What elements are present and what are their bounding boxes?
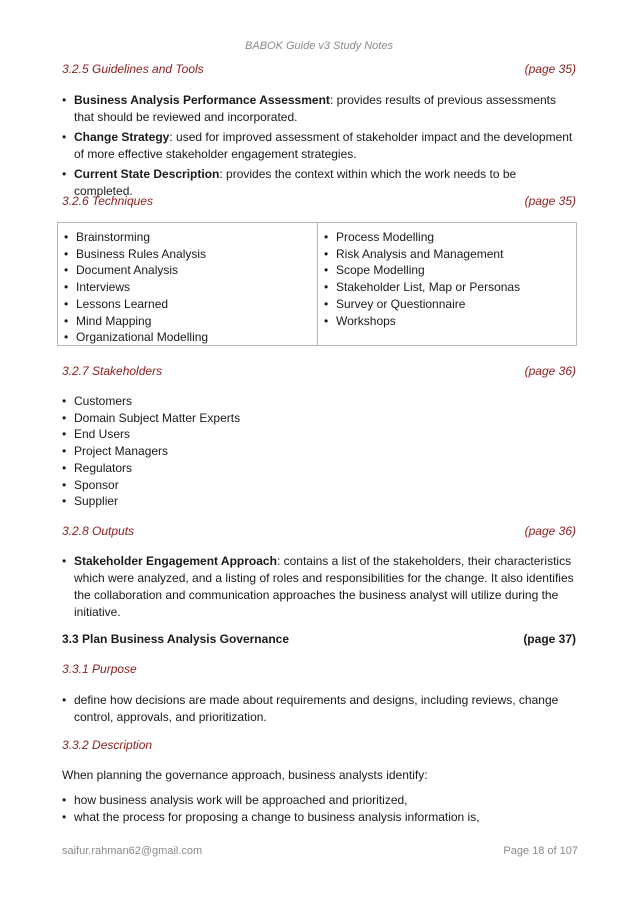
section-title: 3.2.7 Stakeholders <box>62 364 163 378</box>
list-item: • Stakeholder List, Map or Personas <box>324 279 576 296</box>
list-item: • Project Managers <box>62 443 578 460</box>
running-header: BABOK Guide v3 Study Notes <box>245 40 393 52</box>
list-item: • Survey or Questionnaire <box>324 296 576 313</box>
list-item: • Sponsor <box>62 477 578 494</box>
list-term: Current State Description <box>74 167 220 181</box>
outputs-list <box>62 553 578 621</box>
section-title: 3.3 Plan Business Analysis Governance <box>62 632 289 646</box>
list-item: • End Users <box>62 426 578 443</box>
list-item: • Regulators <box>62 460 578 477</box>
list-item: • Workshops <box>324 313 576 330</box>
list-term: Change Strategy <box>74 130 170 144</box>
section-title: 3.2.8 Outputs <box>62 524 135 538</box>
list-item: • what the process for proposing a change to business analysis information is, <box>62 809 578 826</box>
list-item: • Mind Mapping <box>64 313 317 330</box>
list-item <box>62 553 578 621</box>
list-item: • Supplier <box>62 493 578 510</box>
list-item: • Document Analysis <box>64 262 317 279</box>
section-title: 3.2.5 Guidelines and Tools <box>62 62 204 76</box>
list-item: • Interviews <box>64 279 317 296</box>
section-title: 3.2.6 Techniques <box>62 194 153 208</box>
section-heading-3-3 <box>62 632 576 646</box>
section-heading-3-2-6 <box>62 194 576 208</box>
list-item: • Process Modelling <box>324 229 576 246</box>
list-item: • Scope Modelling <box>324 262 576 279</box>
list-item: • Domain Subject Matter Experts <box>62 410 578 427</box>
purpose-list <box>62 692 578 726</box>
list-term: Business Analysis Performance Assessment <box>74 93 330 107</box>
section-heading-3-2-7 <box>62 364 576 378</box>
list-item: • define how decisions are made about requirements and designs, including reviews, change control, approvals, and prioritization. <box>62 692 578 726</box>
list-item: • Risk Analysis and Management <box>324 246 576 263</box>
list-text: : provides the context within which the work needs to be completed. <box>74 167 517 198</box>
section-page-ref: (page 35) <box>524 62 576 76</box>
list-item <box>62 129 578 163</box>
section-page-ref: (page 35) <box>524 194 576 208</box>
list-item: • Brainstorming <box>64 229 317 246</box>
description-list <box>62 792 578 826</box>
section-heading-3-3-2 <box>62 738 576 752</box>
techniques-right-column <box>317 223 576 345</box>
footer-page-number: Page 18 of 107 <box>503 845 578 857</box>
footer-email: saifur.rahman62@gmail.com <box>62 845 203 857</box>
list-item: • how business analysis work will be approached and prioritized, <box>62 792 578 809</box>
list-text: : provides results of previous assessments that should be reviewed and incorporated. <box>74 93 557 124</box>
section-title: 3.3.1 Purpose <box>62 662 137 676</box>
page-footer <box>62 845 578 857</box>
section-page-ref: (page 36) <box>524 524 576 538</box>
list-item <box>62 92 578 126</box>
list-text: : contains a list of the stakeholders, their characteristics which were analyzed, and a listing of roles and responsibilities for the change. It also identifies the collaboration and communication approaches the business analyst will utilize during the initiative. <box>74 554 574 619</box>
section-heading-3-2-8 <box>62 524 576 538</box>
list-term: Stakeholder Engagement Approach <box>74 554 277 568</box>
list-item: • Business Rules Analysis <box>64 246 317 263</box>
description-intro: When planning the governance approach, business analysts identify: <box>62 768 428 782</box>
techniques-left-column <box>58 223 317 345</box>
section-title: 3.3.2 Description <box>62 738 153 752</box>
techniques-table <box>57 222 577 346</box>
section-page-ref: (page 36) <box>524 364 576 378</box>
list-item: • Lessons Learned <box>64 296 317 313</box>
guidelines-list <box>62 92 578 200</box>
section-heading-3-2-5 <box>62 62 576 76</box>
section-page-ref: (page 37) <box>523 632 576 646</box>
list-item: • Organizational Modelling <box>64 329 317 346</box>
list-item: • Customers <box>62 393 578 410</box>
list-text: : used for improved assessment of stakeholder impact and the development of more effective stakeholder engagement strategies. <box>74 130 573 161</box>
stakeholders-list <box>62 393 578 510</box>
section-heading-3-3-1 <box>62 662 576 676</box>
